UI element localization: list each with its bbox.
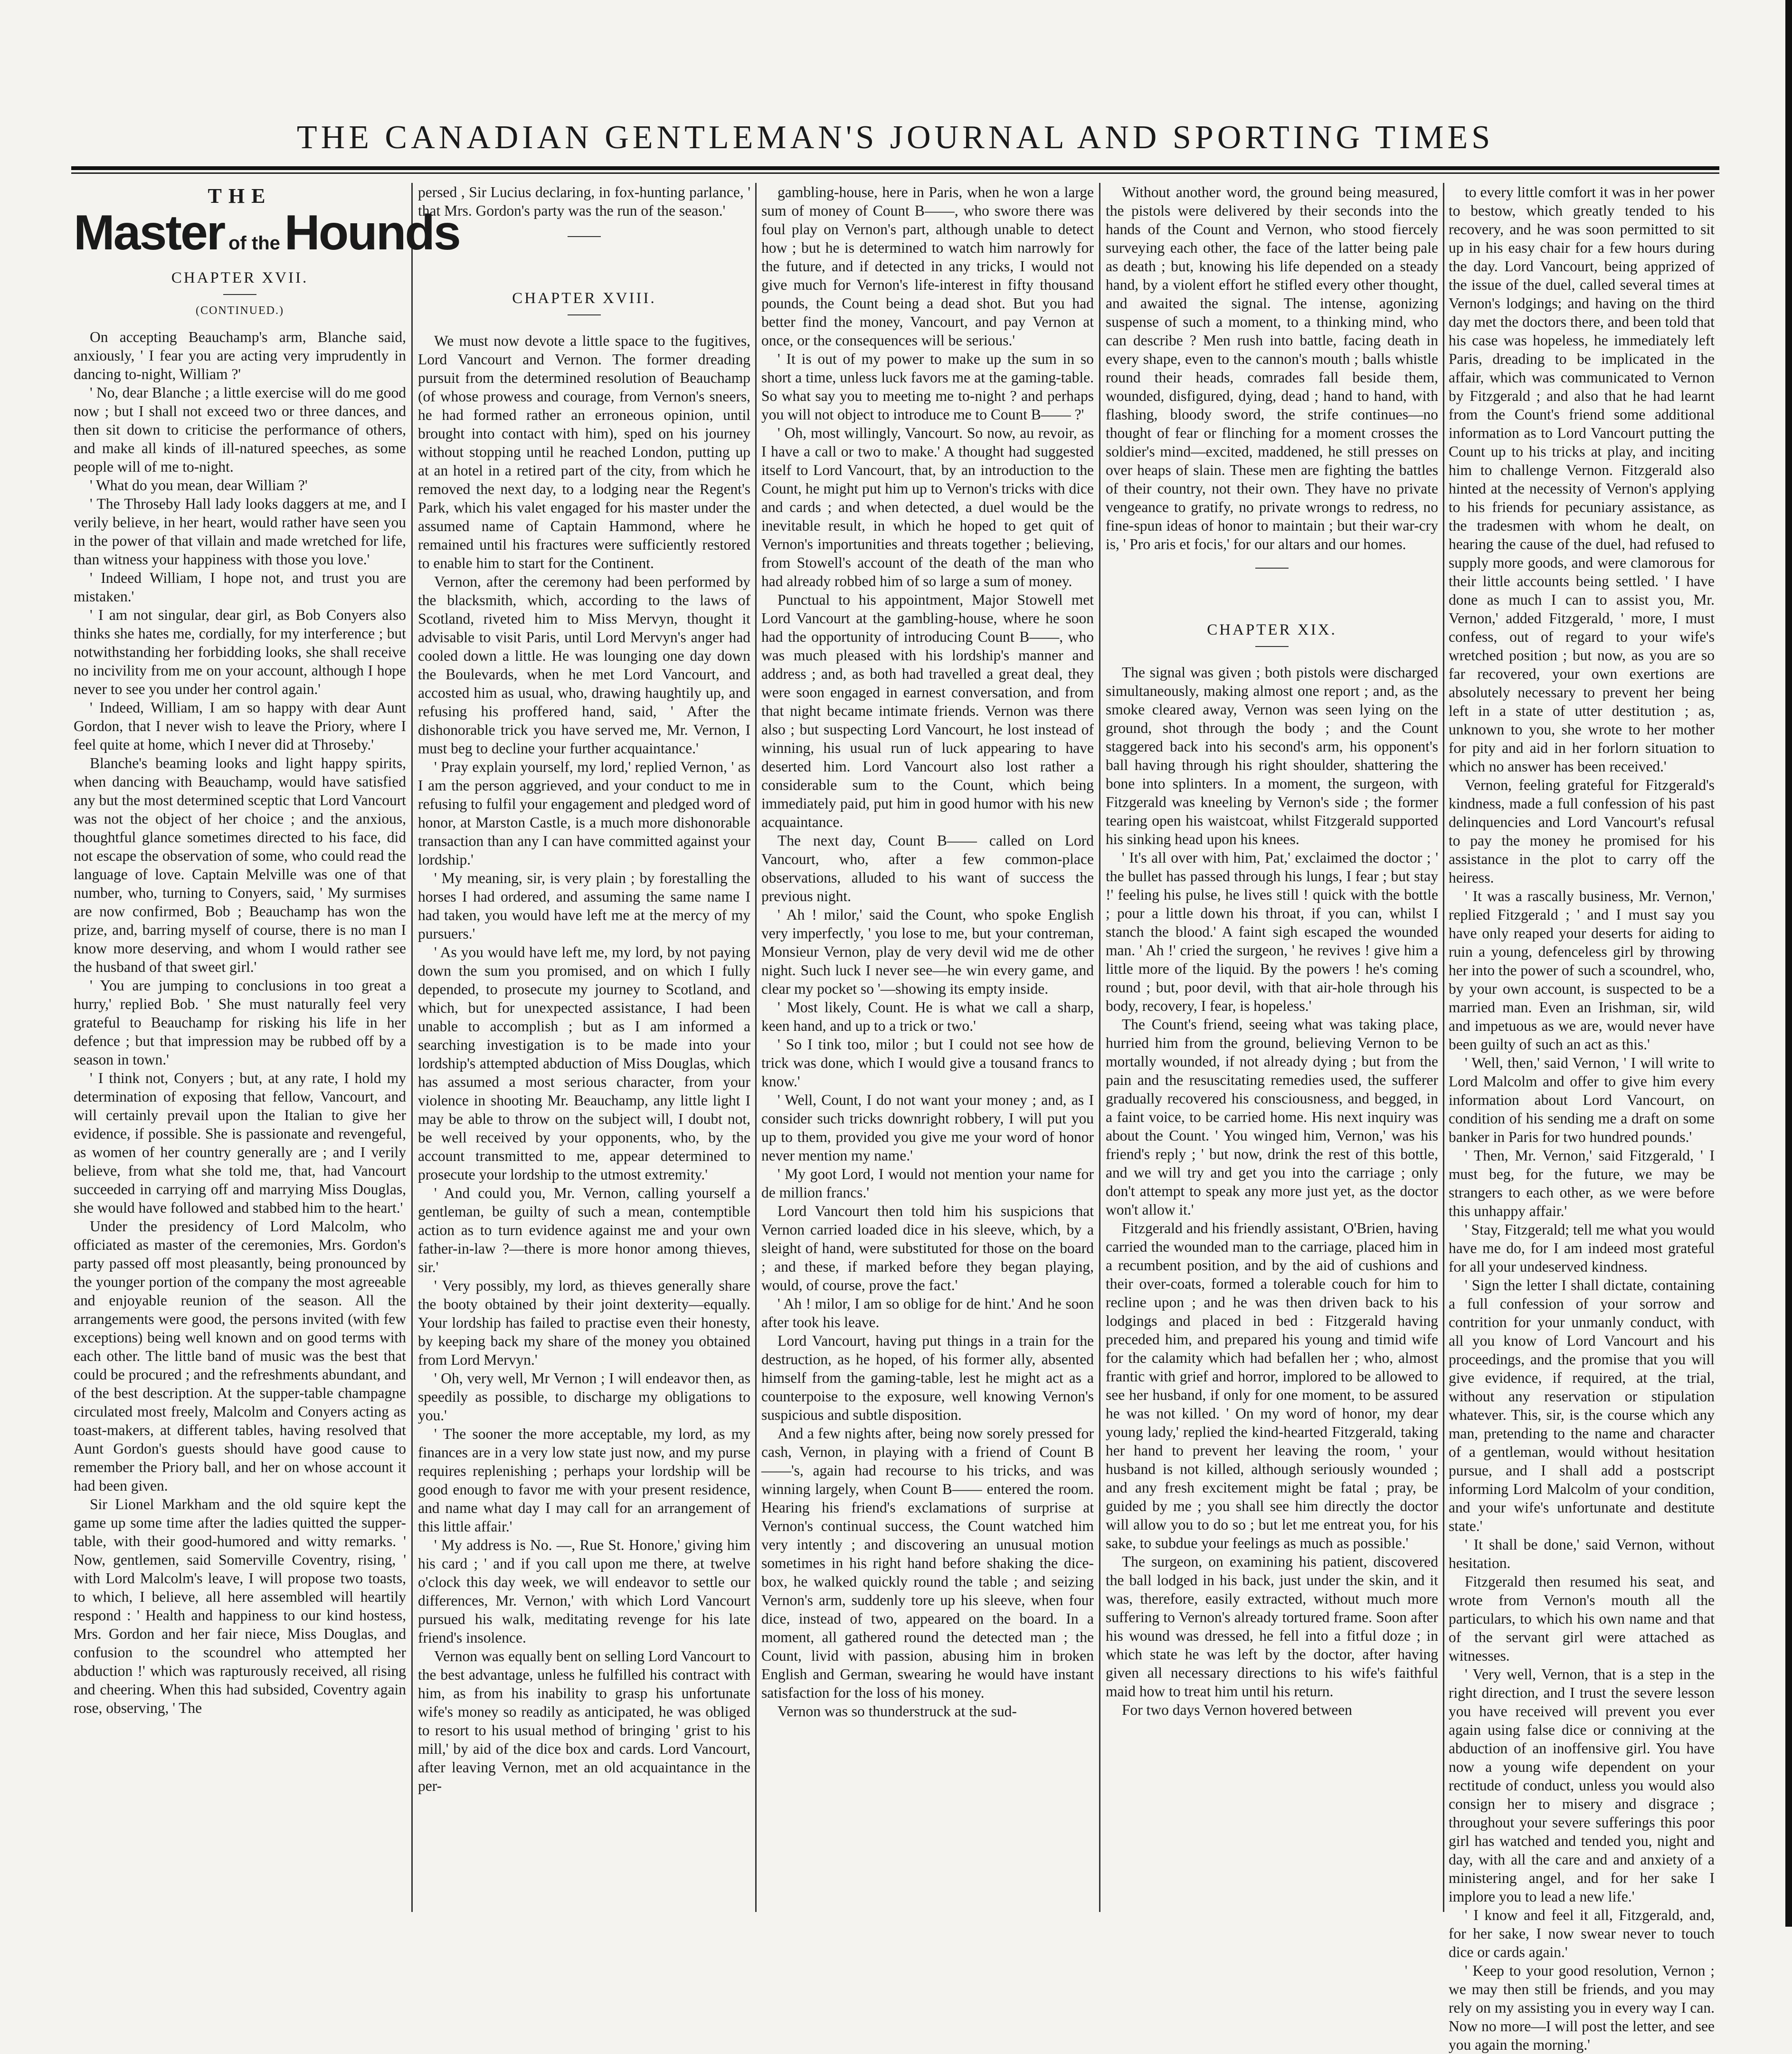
article-column-2: [418, 183, 750, 1912]
paragraph: ' It was a rascally business, Mr. Vernon,' replied Fitzgerald ; ' and I must say you have only reaped your deserts for aiding to ruin a young, defenceless girl by throwing her into the power of such a scoundrel, who, by your own account, is suspected to be a married man. Even an Irishman, sir, wild and impetuous as we are, would never have been guilty of such an act as this.': [1449, 888, 1715, 1053]
paragraph-list: [1106, 663, 1438, 1719]
paragraph-list: [761, 183, 1094, 1721]
paragraph: Fitzgerald and his friendly assistant, O'Brien, having carried the wounded man to the carriage, placed him in a recumbent position, and by the aid of cushions and their over-coats, formed a tolerable couch for him to recline upon ; and he was then driven back to his lodgings and placed in bed : Fitzgerald having preceded him, and prepared his young and timid wife for the calamity which had befallen her ; who, almost frantic with grief and horror, implored to be allowed to see her husband, if only for one moment, to be assured he was not killed. ' On my word of honor, my dear young lady,' replied the kind-hearted Fitzgerald, taking her hand to prevent her leaving the room, ' your husband is not killed, although seriously wounded ; and any fresh excitement might be fatal ; pray, be guided by me ; you shall see him directly the doctor will allow you to do so ; but let me entreat you, for his sake, to subdue your feelings as much as possible.': [1106, 1220, 1438, 1551]
paragraph: ' You are jumping to conclusions in too great a hurry,' replied Bob. ' She must naturally feel very grateful to Beauchamp for risking his life in her defence ; but that impression may be rubbed off by a season in town.': [74, 977, 406, 1068]
paragraph: Vernon, feeling grateful for Fitzgerald's kindness, made a full confession of his past delinquencies and Lord Vancourt's refusal to pay the money he promised for his assistance in the plot to carry off the heiress.: [1449, 777, 1715, 886]
paragraph: ' So I tink too, milor ; but I could not see how de trick was done, which I would give a tousand francs to know.': [761, 1036, 1094, 1090]
paragraph: The surgeon, on examining his patient, discovered the ball lodged in his back, just under the skin, and it was, therefore, easily extracted, without much more suffering to Vernon's already tortured frame. Soon after his wound was dressed, he fell into a fitful doze ; in which state he was left by the doctor, after having given all necessary directions to his wife's faithful maid how to treat him until his return.: [1106, 1553, 1438, 1700]
paragraph: ' Ah ! milor, I am so oblige for de hint.' And he soon after took his leave.: [761, 1295, 1094, 1331]
paragraph: ' Indeed William, I hope not, and trust you are mistaken.': [74, 570, 406, 605]
paragraph-list: [74, 328, 406, 1717]
paragraph: ' Keep to your good resolution, Vernon ; we may then still be friends, and you may rely on my assisting you in every way I can. Now no more—I will post the letter, and see you again the morning.': [1449, 1962, 1715, 2053]
column-separator: [1099, 183, 1100, 1912]
paragraph: ' The Throseby Hall lady looks daggers at me, and I verily believe, in her heart, would rather have seen you in the power of that villain and made wretched for life, than witness your happiness with those you love.': [74, 495, 406, 568]
chapter-rule: [223, 294, 256, 295]
paragraph: For two days Vernon hovered between: [1122, 1702, 1352, 1718]
column-separator: [755, 183, 757, 1912]
masthead-rule-thick: [71, 166, 1719, 170]
paragraph: Under the presidency of Lord Malcolm, who officiated as master of the ceremonies, Mrs. Gordon's party passed off most pleasantly, being pronounced by the younger portion of the company the most agreeable and enjoyable reunion of the season. All the arrangements were good, the persons invited (with few exceptions) being well known and on good terms with each other. The little band of music was the best that could be procured ; and the refreshments abundant, and of the best description. At the supper-table champagne circulated most freely, Malcolm and Conyers acting as toast-makers, at different tables, having resolved that Aunt Gordon's guests should have good cause to remember the Priory ball, and her on whose account it had been given.: [74, 1218, 406, 1494]
paragraph: ' Very well, Vernon, that is a step in the right direction, and I trust the severe lesson you have received will prevent you ever again using false dice or conniving at the abduction of an inoffensive girl. You have now a young wife dependent on your rectitude of conduct, unless you would also consign her to misery and disgrace ; throughout your severe sufferings this poor girl has watched and tended you, night and day, with all the care and and anxiety of a ministering angel, and for her sake I implore you to lead a new life.': [1449, 1666, 1715, 1905]
chapter-rule: [568, 236, 601, 237]
chapter-heading: CHAPTER XVIII.: [512, 290, 656, 307]
continued-label: (CONTINUED.): [196, 304, 284, 317]
paragraph: ' My address is No. —, Rue St. Honore,' giving him his card ; ' and if you call upon me there, at twelve o'clock this day week, we will endeavor to settle our differences, Mr. Vernon,' with which Lord Vancourt pursued his walk, meditating revenge for his late friend's insolence.: [418, 1537, 750, 1646]
chapter-heading: CHAPTER XIX.: [1207, 621, 1337, 638]
chapter-rule: [568, 314, 601, 315]
paragraph: Lord Vancourt, having put things in a train for the destruction, as he hoped, of his former ally, absented himself from the gaming-table, lest he might act as a counterpoise to the exposure, well knowing Vernon's suspicious and subtle disposition.: [761, 1332, 1094, 1423]
paragraph: Vernon, after the ceremony had been performed by the blacksmith, which, according to the laws of Scotland, riveted him to Miss Mervyn, thought it advisable to visit Paris, until Lord Mervyn's anger had cooled down a little. He was lounging one day down the Boulevards, when he met Lord Vancourt, and accosted him as usual, who, drawing haughtily up, and refusing his proffered hand, said, ' After the dishonorable trick you have served me, Mr. Vernon, I must beg to decline your further acquaintance.': [418, 573, 750, 757]
story-title-hounds: Hounds: [284, 205, 460, 260]
story-title-master: Master: [74, 205, 225, 260]
paragraph: Fitzgerald then resumed his seat, and wrote from Vernon's mouth all the particulars, to which his own name and that of the servant girl were attached as witnesses.: [1449, 1573, 1715, 1664]
paragraph: ' It is out of my power to make up the sum in so short a time, unless luck favors me at the gaming-table. So what say you to meeting me to-night ? and perhaps you will not object to introduce me to Count B—— ?': [761, 351, 1094, 423]
paragraph: ' What do you mean, dear William ?': [90, 477, 308, 494]
paragraph: ' Oh, very well, Mr Vernon ; I will endeavor then, as speedily as possible, to discharge my obligations to you.': [418, 1370, 750, 1424]
paragraph: ' Sign the letter I shall dictate, containing a full confession of your sorrow and contrition for your unmanly conduct, with all you know of Lord Vancourt and his proceedings, and the promise that you will give evidence, if required, at the trial, without any reservation or stipulation whatever. This, sir, is the course which any man, pretending to the name and character of a gentleman, would without hesitation pursue, and I shall add a postscript informing Lord Malcolm of your condition, and your wife's unfortunate and destitute state.': [1449, 1277, 1715, 1534]
paragraph-list: [418, 332, 750, 1795]
paragraph: ' I know and feel it all, Fitzgerald, and, for her sake, I now swear never to touch dice or cards again.': [1449, 1907, 1715, 1960]
article-column-5: [1449, 183, 1715, 2053]
masthead: THE CANADIAN GENTLEMAN'S JOURNAL AND SPORTING TIMES: [296, 119, 1494, 156]
paragraph: ' Very possibly, my lord, as thieves generally share the booty obtained by their joint dexterity—equally. Your lordship has failed to practise even their honesty, by keeping back my share of the money you obtained from Lord Mervyn.': [418, 1277, 750, 1368]
paragraph: ' I think not, Conyers ; but, at any rate, I hold my determination of exposing that fellow, Vancourt, and will certainly prevail upon the Italian to give her evidence, if possible. She is passionate and revengeful, as women of her country generally are ; and I verily believe, from what she told me, that, had Vancourt succeeded in carrying off and marrying Miss Douglas, she would have followed and stabbed him to the heart.': [74, 1070, 406, 1216]
paragraph: ' No, dear Blanche ; a little exercise will do me good now ; but I shall not exceed two or three dances, and then sit down to criticise the performance of others, and make all kinds of ill-natured speeches, as some people will of me to-night.: [74, 384, 406, 475]
paragraph: The signal was given ; both pistols were discharged simultaneously, making almost one report ; and, as the smoke cleared away, Vernon was seen lying on the ground, shot through the body ; and the Count staggered back into his second's arm, his opponent's ball having through his right shoulder, shattering the bone into splinters. In a moment, the surgeon, with Fitzgerald was kneeling by Vernon's side ; the former tearing open his waistcoat, whilst Fitzgerald supported his sinking head upon his knees.: [1106, 664, 1438, 847]
chapter-rule: [1255, 646, 1289, 647]
paragraph: The next day, Count B—— called on Lord Vancourt, who, after a few common-place observations, alluded to his want of success the previous night.: [761, 832, 1094, 904]
paragraph: gambling-house, here in Paris, when he won a large sum of money of Count B——, who swore there was foul play on Vernon's part, although unable to detect how ; but he is determined to watch him narrowly for the future, and if detected in any tricks, I would not give much for Vernon's life-interest in fifty thousand pounds, the Count being a dead shot. But you had better find the money, Vancourt, and pay Vernon at once, or the consequences will be serious.': [761, 184, 1094, 349]
paragraph: Sir Lionel Markham and the old squire kept the game up some time after the ladies quitted the supper-table, with their good-humored and witty remarks. ' Now, gentlemen, said Somerville Coventry, rising, ' with Lord Malcolm's leave, I will propose two toasts, to which, I believe, all here assembled will heartily respond : ' Health and happiness to our kind hostess, Mrs. Gordon and her fair niece, Miss Douglas, and confusion to the scoundrel who attempted her abduction !' which was rapturously received, all rising and cheering. When this had subsided, Coventry again rose, observing, ' The: [74, 1496, 406, 1716]
article-column-4: [1106, 183, 1438, 1912]
paragraph: ' It's all over with him, Pat,' exclaimed the doctor ; ' the bullet has passed through his lungs, I fear ; but stay !' feeling his pulse, he lives still ! quick with the bottle ; pour a little down his throat, if you can, whilst I stanch the blood.' A faint sigh escaped the wounded man. ' Ah !' cried the surgeon, ' he revives ! give him a little more of the liquid. By the powers ! he's coming round ; but, poor devil, with that air-hole through his body, recovery, I fear, is hopeless.': [1106, 849, 1438, 1014]
paragraph: ' The sooner the more acceptable, my lord, as my finances are in a very low state just now, and my purse requires replenishing ; perhaps your lordship will be good enough to favor me with your present residence, and name what day I may call for an arrangement of this little affair.': [418, 1426, 750, 1535]
paragraph: Without another word, the ground being measured, the pistols were delivered by their seconds into the hands of the Count and Vernon, who stood fiercely surveying each other, the face of the latter being pale as death ; but, knowing his life depended on a steady hand, by a violent effort he stifled every other thought, and awaited the signal. The intense, agonizing suspense of such a moment, to a thinking mind, who can describe ? Men rush into battle, facing death in every shape, even to the cannon's mouth ; balls whistle round their heads, comrades fall beside them, wounded, disfigured, dying, dead ; hand to hand, with flashing, bloody sword, the strife continues—no thought of fear or flinching for a moment crosses the soldier's mind—excited, maddened, he still presses on over heaps of slain. These men are fighting the battles of their country, not their own. They have no private vengeance to gratify, no private wrongs to redress, no fine-spun ideas of honor to maintain ; but their war-cry is, ' Pro aris et focis,' for our altars and our homes.: [1106, 184, 1438, 552]
paragraph: ' I am not singular, dear girl, as Bob Conyers also thinks she hates me, cordially, for my interference ; but notwithstanding her forbidding looks, she shall receive no incivility from me on your account, although I hope never to see you under her control again.': [74, 607, 406, 697]
paragraph: The Count's friend, seeing what was taking place, hurried him from the ground, believing Vernon to be mortally wounded, if not already dying ; but from the pain and the resuscitating remedies used, the sufferer gradually recovered his consciousness, and begged, in a faint voice, to be carried home. His next inquiry was about the Count. ' You winged him, Vernon,' was his friend's reply ; ' but now, drink the rest of this bottle, and we will try and get you into the carriage ; only don't attempt to speak any more just yet, as the doctor won't allow it.': [1106, 1016, 1438, 1218]
paragraph: ' Oh, most willingly, Vancourt. So now, au revoir, as I have a call or two to make.' A thought had suggested itself to Lord Vancourt, that, by an introduction to the Count, he might put him up to Vernon's tricks with dice and cards ; and when detected, a duel would be the inevitable result, in which he hoped to get quit of Vernon's importunities and threats together ; believing, from Stowell's account of the death of the man who had already robbed him of so large a sum of money.: [761, 425, 1094, 590]
paragraph: ' My meaning, sir, is very plain ; by forestalling the horses I had ordered, and assuming the same name I had taken, you would have left me at the mercy of my pursuers.': [418, 870, 750, 942]
article-column-3: [761, 183, 1094, 1912]
paragraph: ' Pray explain yourself, my lord,' replied Vernon, ' as I am the person aggrieved, and your conduct to me in refusing to fulfil your engagement and pledged word of honor, at Marston Castle, is a much more dishonorable transaction than any I can have committed against your lordship.': [418, 759, 750, 868]
paragraph: ' Indeed, William, I am so happy with dear Aunt Gordon, that I never wish to leave the Priory, where I feel quite at home, which I never did at Throseby.': [74, 699, 406, 753]
article-column-1: [74, 183, 460, 1912]
paragraph: ' Well, then,' said Vernon, ' I will write to Lord Malcolm and offer to give him every information about Lord Vancourt, on condition of his sending me a draft on some banker in Paris for two hundred pounds.': [1449, 1055, 1715, 1145]
chapter-heading: CHAPTER XVII.: [171, 269, 309, 286]
story-title: [74, 205, 460, 260]
story-title-of-the: of the: [228, 233, 280, 254]
paragraph: Vernon was equally bent on selling Lord Vancourt to the best advantage, unless he fulfilled his contract with him, as from his inability to grasp his unfortunate wife's money so readily as anticipated, he was obliged to resort to his usual method of bringing ' grist to his mill,' by aid of the dice box and cards. Lord Vancourt, after leaving Vernon, met an old acquaintance in the per-: [418, 1648, 750, 1794]
paragraph-list: [1106, 183, 1438, 553]
paragraph: ' Then, Mr. Vernon,' said Fitzgerald, ' I must beg, for the future, we may be strangers to each other, as we were before this unhappy affair.': [1449, 1147, 1715, 1219]
paragraph: Punctual to his appointment, Major Stowell met Lord Vancourt at the gambling-house, where he soon had the opportunity of introducing Count B——, who was much pleased with his lordship's manner and address ; and, as both had travelled a great deal, they were soon engaged in earnest conversation, and from that night became intimate friends. Vernon was there also ; but suspecting Lord Vancourt, he lost instead of winning, his usual run of luck appearing to have deserted him. Lord Vancourt also lost rather a considerable sum to the Count, which being immediately paid, put him in good humor with his new acquaintance.: [761, 591, 1094, 830]
paragraph: ' As you would have left me, my lord, by not paying down the sum you promised, and on which I fully depended, to prosecute my journey to Scotland, and which, but for unexpected assistance, I had been unable to accomplish ; but as I am informed a searching investigation is to be made into your lordship's attempted abduction of Miss Douglas, which has assumed a most serious character, from your violence in shooting Mr. Beauchamp, any little light I may be able to throw on the subject will, I doubt not, be well received by your opponents, who, by the account transmitted to me, appear determined to prosecute your lordship to the utmost extremity.': [418, 944, 750, 1183]
paragraph: ' Ah ! milor,' said the Count, who spoke English very imperfectly, ' you lose to me, but your contreman, Monsieur Vernon, play de very devil wid me de other night. Such luck I never see—he win every game, and clear my pocket so '—showing its empty inside.: [761, 906, 1094, 997]
column-separator: [1443, 183, 1444, 1912]
paragraph: We must now devote a little space to the fugitives, Lord Vancourt and Vernon. The former dreading pursuit from the determined resolution of Beauchamp (of whose prowess and courage, from Vernon's sneers, he had formed rather an erroneous opinion, until brought into contact with him), sped on his journey without stopping until he reached London, putting up at an hotel in a retired part of the city, from which he removed the next day, to a lodging near the Regent's Park, which his valet engaged for his master under the assumed name of Captain Hammond, where he remained until his fractures were sufficiently restored to enable him to start for the Continent.: [418, 333, 750, 571]
paragraph: ' Most likely, Count. He is what we call a sharp, keen hand, and up to a trick or two.': [761, 999, 1094, 1034]
page-edge: [1785, 0, 1792, 1927]
paragraph: ' My goot Lord, I would not mention your name for de million francs.': [761, 1166, 1094, 1201]
chapter-rule: [1255, 568, 1289, 569]
paragraph: ' It shall be done,' said Vernon, without hesitation.: [1449, 1536, 1715, 1571]
paragraph: ' And could you, Mr. Vernon, calling yourself a gentleman, be guilty of such a mean, contemptible action as to turn evidence against me and your own father-in-law ?—there is more honor among thieves, sir.': [418, 1185, 750, 1275]
paragraph: Lord Vancourt then told him his suspicions that Vernon carried loaded dice in his sleeve, which, by a sleight of hand, were substituted for those on the board ; and these, if marked before they began playing, would, of course, prove the fact.': [761, 1203, 1094, 1293]
masthead-rule-thin: [71, 172, 1719, 174]
paragraph: persed , Sir Lucius declaring, in fox-hunting parlance, ' that Mrs. Gordon's party was the run of the season.': [418, 184, 750, 219]
paragraph-list: [1449, 183, 1715, 2054]
paragraph: And a few nights after, being now sorely pressed for cash, Vernon, in playing with a friend of Count B——'s, again had recourse to his tricks, and was winning largely, when Count B—— entered the room. Hearing his friend's exclamations of surprise at Vernon's continual success, the Count watched him very intently ; and discovering an unusual motion sometimes in his right hand before shaking the dice-box, he walked quickly round the table ; and seizing Vernon's arm, suddenly tore up his sleeve, when four dice, instead of two, appeared on the board. In a moment, all gathered round the detected man ; the Count, livid with passion, abusing him in broken English and German, swearing he would have instant satisfaction for the loss of his money.: [761, 1425, 1094, 1701]
story-title-the: THE: [208, 184, 272, 208]
paragraph: ' Well, Count, I do not want your money ; and, as I consider such tricks downright robbery, I will put you up to them, provided you give me your word of honor never mention my name.': [761, 1092, 1094, 1164]
column-separator: [411, 183, 413, 1912]
paragraph: Vernon was so thunderstruck at the sud-: [777, 1703, 1017, 1720]
paragraph: Blanche's beaming looks and light happy spirits, when dancing with Beauchamp, would have satisfied any but the most determined sceptic that Lord Vancourt was not the object of her choice ; and the anxious, thoughtful glance sometimes directed to his face, did not escape the observation of some, who could read the language of love. Captain Melville was one of that number, who, turning to Conyers, said, ' My surmises are now confirmed, Bob ; Beauchamp has won the prize, and, barring myself of course, there is no man I know more deserving, and whom I would rather see the husband of that sweet girl.': [74, 755, 406, 975]
paragraph: On accepting Beauchamp's arm, Blanche said, anxiously, ' I fear you are acting very imprudently in dancing to-night, William ?': [74, 329, 406, 382]
paragraph: ' Stay, Fitzgerald; tell me what you would have me do, for I am indeed most grateful for all your undeserved kindness.: [1449, 1221, 1715, 1275]
paragraph: to every little comfort it was in her power to bestow, which greatly tended to his recovery, and he was soon permitted to sit up in his easy chair for a few hours during the day. Lord Vancourt, being apprized of the issue of the duel, called several times at Vernon's lodgings; and having on the third day met the doctors there, and been told that his case was hopeless, he immediately left Paris, dreading to be implicated in the affair, which was communicated to Vernon by Fitzgerald ; and also that he had learnt from the Count's friend some additional information as to Lord Vancourt putting the Count up to his tricks at play, and inciting him to challenge Vernon. Fitzgerald also hinted at the necessity of Vernon's applying to his friends for pecuniary assistance, as the tradesmen with whom he dealt, on hearing the cause of the duel, had refused to supply more goods, and were clamorous for their little accounts being settled. ' I have done as much I can to assist you, Mr. Vernon,' added Fitzgerald, ' more, I must confess, out of regard to your wife's wretched position ; but now, as you are so far recovered, your own exertions are absolutely necessary to prevent her being left in a state of utter destitution ; as, unknown to you, she wrote to her mother for pity and aid in her forlorn situation to which no answer has been received.': [1449, 184, 1715, 775]
